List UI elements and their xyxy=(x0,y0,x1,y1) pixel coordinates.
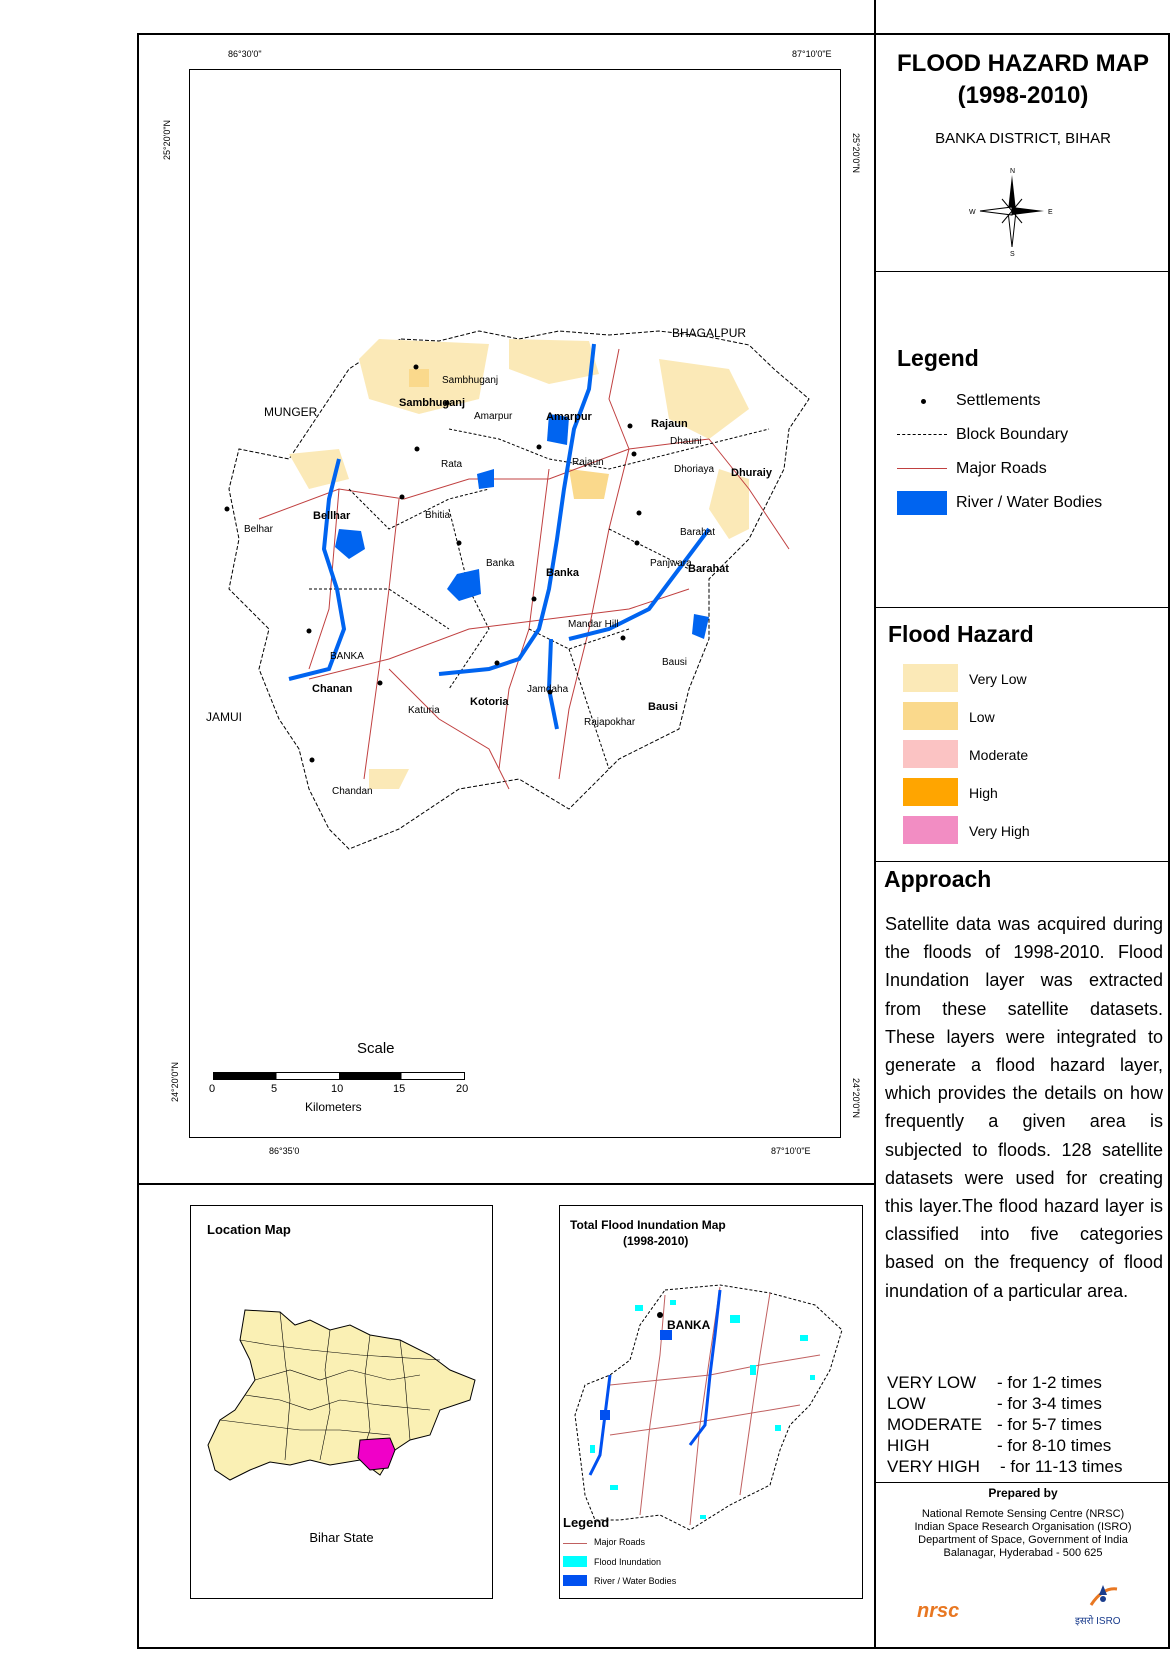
neighbor-bhagalpur: BHAGALPUR xyxy=(672,326,747,340)
inundation-district-map xyxy=(570,1275,860,1550)
nrsc-logo: nrsc xyxy=(917,1600,960,1622)
hazard-label-very-high: Very High xyxy=(969,823,1030,839)
block-dhuraiy: Dhuraiy xyxy=(731,467,772,479)
right-top-divider xyxy=(874,0,876,1649)
settlement-rata: Rata xyxy=(441,459,463,470)
location-map-title: Location Map xyxy=(207,1222,291,1237)
settlement-dhauni: Dhauni xyxy=(670,436,702,447)
settlement-rajaun: Rajaun xyxy=(572,457,604,468)
block-bausi: Bausi xyxy=(648,701,678,713)
inundation-legend-title: Legend xyxy=(563,1515,610,1530)
grid-top-right: 87°10'0"E xyxy=(792,49,832,59)
settlement-mandar-hill: Mandar Hill xyxy=(568,619,619,630)
compass-s: S xyxy=(1010,251,1015,257)
block-kotoria: Kotoria xyxy=(470,696,509,708)
scale-tick-10: 10 xyxy=(331,1083,344,1095)
prepared-line-3: Department of Space, Government of India xyxy=(918,1534,1128,1546)
inundation-legend-water: River / Water Bodies xyxy=(594,1576,677,1586)
hazard-label-moderate: Moderate xyxy=(969,747,1029,763)
grid-right-top: 25°20'0"N xyxy=(851,133,861,174)
block-bellhar: Bellhar xyxy=(313,510,351,522)
freq-value-high: - for 8-10 times xyxy=(997,1436,1112,1455)
settlement-symbol xyxy=(921,399,926,404)
compass-e: E xyxy=(1048,209,1053,216)
scale-tick-15: 15 xyxy=(393,1083,406,1095)
prepared-line-1: National Remote Sensing Centre (NRSC) xyxy=(921,1508,1125,1520)
settlement-barahat: Barahat xyxy=(680,527,716,538)
map-period: (1998-2010) xyxy=(957,82,1089,109)
north-arrow-icon xyxy=(960,165,1060,257)
hazard-swatch-very-low xyxy=(903,664,958,692)
bihar-outline xyxy=(208,1310,475,1480)
inundation-town-label: BANKA xyxy=(667,1318,711,1332)
settlement-banka: Banka xyxy=(486,558,515,569)
block-boundary-symbol xyxy=(897,434,947,435)
settlement-jamdaha: Jamdaha xyxy=(527,684,569,695)
legend-water-bodies: River / Water Bodies xyxy=(956,494,1103,511)
scale-bar xyxy=(213,1072,465,1080)
legend-divider xyxy=(874,271,1170,272)
bihar-state-map xyxy=(200,1300,490,1500)
freq-class-moderate: MODERATE xyxy=(887,1415,983,1434)
hazard-divider xyxy=(874,607,1170,608)
hazard-label-very-low: Very Low xyxy=(969,671,1027,687)
settlement-belhar: Belhar xyxy=(244,524,273,535)
district-map xyxy=(189,69,841,1138)
hazard-label-high: High xyxy=(969,785,998,801)
settlement-panjwara: Panjwara xyxy=(650,558,692,569)
water-bodies-symbol xyxy=(897,491,947,515)
compass-w: W xyxy=(969,209,976,216)
hazard-swatch-low xyxy=(903,702,958,730)
scale-tick-20: 20 xyxy=(456,1083,469,1095)
district-name: BANKA DISTRICT, BIHAR xyxy=(935,130,1111,147)
banka-district-highlight xyxy=(358,1438,395,1470)
hazard-swatch-high xyxy=(903,778,958,806)
compass-n: N xyxy=(1010,168,1016,175)
hazard-swatch-moderate xyxy=(903,740,958,768)
settlement-rajapokhar: Rajapokhar xyxy=(584,717,636,728)
grid-bottom-left: 86°35'0 xyxy=(269,1146,300,1156)
isro-logo-icon xyxy=(1083,1583,1123,1611)
freq-class-very-high: VERY HIGH xyxy=(887,1457,980,1476)
settlement-bhitia: Bhitia xyxy=(425,510,451,521)
legend-title: Legend xyxy=(897,345,979,371)
neighbor-munger: MUNGER xyxy=(264,405,318,419)
prepared-divider xyxy=(874,1482,1170,1483)
settlement-bausi: Bausi xyxy=(662,657,688,668)
scale-tick-5: 5 xyxy=(271,1083,278,1095)
freq-value-very-high: - for 11-13 times xyxy=(1000,1457,1123,1476)
inundation-legend-water-symbol xyxy=(563,1575,587,1586)
settlement-amarpur: Amarpur xyxy=(474,411,513,422)
flood-hazard-title: Flood Hazard xyxy=(888,621,1034,647)
isro-logo-text: इसरो ISRO xyxy=(1075,1616,1121,1627)
inundation-map-title: Total Flood Inundation Map xyxy=(570,1218,726,1232)
prepared-title: Prepared by xyxy=(988,1486,1058,1500)
block-rajaun: Rajaun xyxy=(651,418,688,430)
block-banka: Banka xyxy=(546,567,580,579)
freq-value-low: - for 3-4 times xyxy=(997,1394,1102,1413)
freq-class-very-low: VERY LOW xyxy=(887,1373,977,1392)
scale-tick-0: 0 xyxy=(209,1083,216,1095)
prepared-line-4: Balanagar, Hyderabad - 500 625 xyxy=(943,1547,1103,1559)
legend-settlements: Settlements xyxy=(956,392,1041,409)
approach-title: Approach xyxy=(884,866,992,892)
location-map-caption: Bihar State xyxy=(309,1530,374,1545)
legend-major-roads: Major Roads xyxy=(956,460,1047,477)
block-sambhuganj: Sambhuganj xyxy=(399,397,466,409)
freq-value-very-low: - for 1-2 times xyxy=(997,1373,1102,1392)
scale-title: Scale xyxy=(357,1040,395,1057)
approach-text: Satellite data was acquired during the floods of 1998-2010. Flood Inundation layer was extracted from these satellite datasets. These layers were integrated to generate a flood hazard layer, which provides the details on how frequently a given area is subjected to floods. 128 satellite datasets were used for creating this layer.The flood hazard layer is classified into five categories based on the frequency of flood inundation of a particular area. xyxy=(885,914,1163,1301)
inundation-legend-roads-symbol xyxy=(563,1543,587,1544)
bottom-panel-divider xyxy=(137,1183,876,1185)
grid-left-top: 25°20'0"N xyxy=(162,119,172,160)
inundation-legend-flood-symbol xyxy=(563,1556,587,1567)
block-amarpur: Amarpur xyxy=(546,411,592,423)
neighbor-jamui: JAMUI xyxy=(206,710,242,724)
inundation-legend-flood: Flood Inundation xyxy=(594,1557,662,1567)
grid-top-left: 86°30'0" xyxy=(228,49,262,59)
major-roads-symbol xyxy=(897,468,947,469)
map-title: FLOOD HAZARD MAP xyxy=(897,50,1149,77)
block-chanan: Chanan xyxy=(312,683,353,695)
hazard-swatch-very-high xyxy=(903,816,958,844)
scale-unit: Kilometers xyxy=(305,1100,362,1114)
freq-value-moderate: - for 5-7 times xyxy=(997,1415,1102,1434)
approach-divider xyxy=(874,861,1170,862)
settlement-banka-upper: BANKA xyxy=(330,651,364,662)
grid-right-bottom: 24°20'0"N xyxy=(851,1078,861,1119)
banka-town-marker xyxy=(657,1312,663,1318)
settlement-katuria: Katuria xyxy=(408,705,440,716)
block-barahat: Barahat xyxy=(688,563,729,575)
freq-class-low: LOW xyxy=(887,1394,926,1413)
inundation-legend-roads: Major Roads xyxy=(594,1537,646,1547)
inundation-map-period: (1998-2010) xyxy=(623,1234,689,1248)
grid-bottom-right: 87°10'0"E xyxy=(771,1146,811,1156)
hazard-label-low: Low xyxy=(969,709,995,725)
settlement-sambhuganj: Sambhuganj xyxy=(442,375,499,386)
grid-left-bottom: 24°20'0"N xyxy=(170,1061,180,1102)
settlement-dhoriaya: Dhoriaya xyxy=(674,464,715,475)
legend-block-boundary: Block Boundary xyxy=(956,426,1069,443)
freq-class-high: HIGH xyxy=(887,1436,930,1455)
settlement-chandan: Chandan xyxy=(332,786,373,797)
prepared-line-2: Indian Space Research Organisation (ISRO) xyxy=(914,1521,1132,1533)
